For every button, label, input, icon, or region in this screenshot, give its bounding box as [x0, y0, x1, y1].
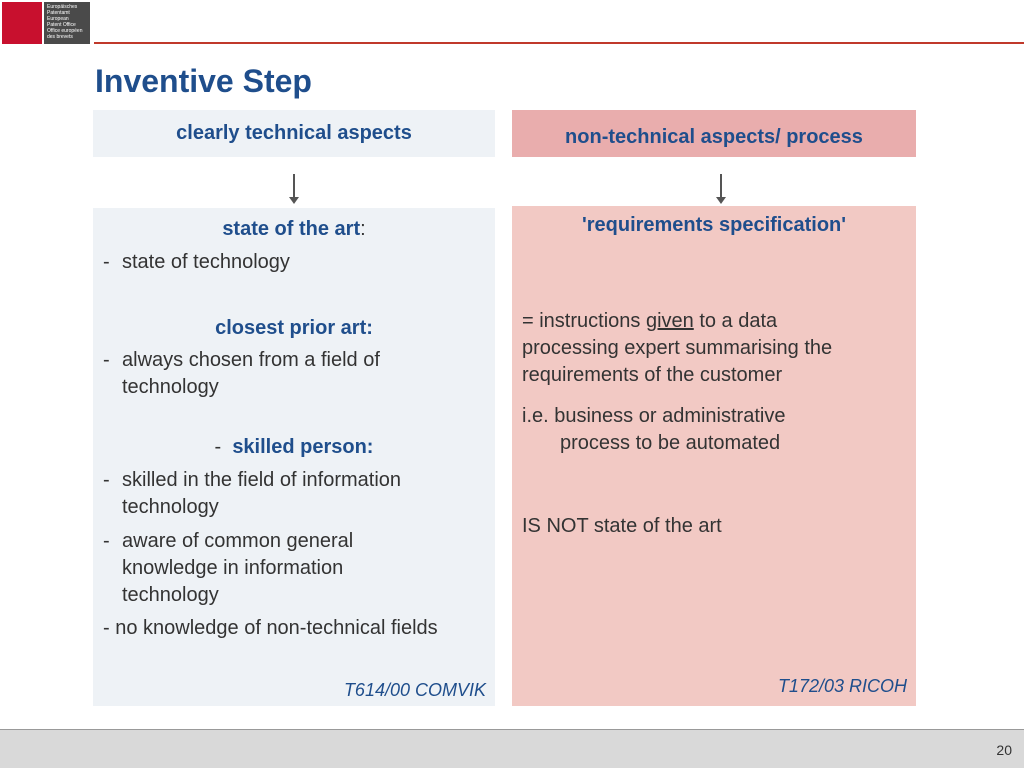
ie-line2: process to be automated: [560, 432, 781, 454]
definition-prefix: = instructions: [522, 310, 646, 332]
requirements-spec-heading: 'requirements specification': [581, 214, 847, 236]
bullet-dash: -: [103, 530, 110, 552]
bullet-dash: -: [103, 251, 110, 273]
right-down-arrow-icon: [720, 174, 722, 198]
ie-line1: i.e. business or administrative: [522, 405, 786, 427]
state-of-art-colon: :: [360, 218, 366, 240]
skilled-item1-line1: skilled in the field of information: [122, 469, 402, 491]
closest-prior-art-item-line1: always chosen from a field of: [122, 349, 380, 371]
definition-line2: processing expert summarising the: [522, 337, 833, 359]
bullet-dash: -: [103, 469, 110, 491]
definition-line1: [522, 308, 777, 335]
closest-prior-art-heading: closest prior art:: [215, 317, 373, 339]
left-down-arrow-icon: [293, 174, 295, 198]
definition-suffix: to a data: [693, 310, 778, 332]
skilled-item3: - no knowledge of non-technical fields: [103, 617, 438, 639]
skilled-item2-line3: technology: [122, 584, 219, 606]
left-header-box: [93, 110, 495, 157]
skilled-item2-line2: knowledge in information: [122, 557, 344, 579]
non-technical-aspects-box: [512, 206, 916, 706]
skilled-person-dash: -: [214, 436, 222, 458]
right-reference: T172/03 RICOH: [777, 676, 907, 696]
left-header-text: clearly technical aspects: [176, 122, 412, 144]
epo-logo-mark-icon: [2, 2, 42, 44]
definition-underlined: given: [645, 310, 694, 332]
right-header-box: [512, 110, 916, 157]
skilled-person-heading: [93, 434, 495, 461]
closest-prior-art-item-line2: technology: [122, 376, 219, 398]
skilled-item1-line2: technology: [122, 496, 219, 518]
skilled-person-label: skilled person:: [232, 436, 374, 458]
bullet-dash: -: [103, 349, 110, 371]
logo-line: Patentamt: [47, 10, 70, 16]
not-state-of-art: IS NOT state of the art: [522, 515, 722, 537]
slide-title: Inventive Step: [95, 63, 312, 99]
technical-aspects-box: [93, 208, 495, 706]
state-of-art-item: state of technology: [122, 251, 290, 273]
epo-logo: [0, 0, 90, 46]
logo-line: Patent Office: [47, 22, 76, 28]
logo-line: European: [47, 16, 69, 22]
page-number: 20: [996, 742, 1012, 758]
definition-line3: requirements of the customer: [522, 364, 783, 386]
state-of-art-heading: [93, 216, 495, 243]
logo-line: Europäisches: [47, 4, 78, 10]
right-header-text: non-technical aspects/ process: [565, 126, 863, 148]
skilled-item2-line1: aware of common general: [122, 530, 354, 552]
state-of-art-label: state of the art: [222, 218, 361, 240]
logo-line: des brevets: [47, 34, 73, 40]
footer-bar: [0, 729, 1024, 768]
epo-logo-text: [44, 2, 90, 44]
header-rule: [94, 42, 1024, 44]
logo-line: Office européen: [47, 28, 83, 34]
left-reference: T614/00 COMVIK: [343, 680, 486, 700]
